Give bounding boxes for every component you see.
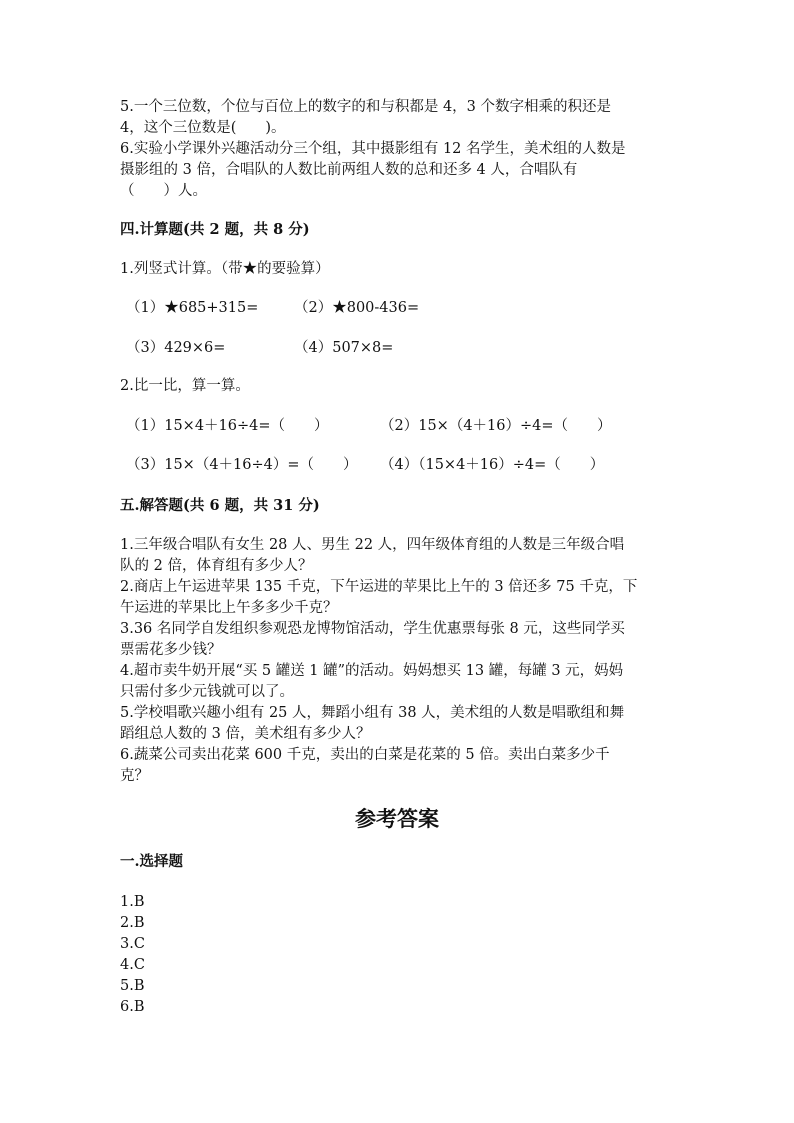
- word-problem-line: 3.36 名同学自发组织参观恐龙博物馆活动，学生优惠票每张 8 元，这些同学买: [120, 621, 625, 637]
- word-problem-line: 午运进的苹果比上午多多少千克？: [120, 600, 338, 616]
- calc-q1-item-3: （3）429×6=: [126, 340, 226, 356]
- answer-item: 6.B: [120, 999, 145, 1015]
- word-problem-line: 只需付多少元钱就可以了。: [120, 684, 294, 700]
- calc-q1-item-2: （2）★800-436=: [294, 300, 420, 316]
- word-problem-line: 4.超市卖牛奶开展“买 5 罐送 1 罐”的活动。妈妈想买 13 罐，每罐 3 元，妈妈: [120, 663, 624, 679]
- calc-q1-prompt: 1.列竖式计算。（带★的要验算）: [120, 261, 330, 277]
- answer-item: 5.B: [120, 978, 145, 994]
- word-problem-line: 2.商店上午运进苹果 135 千克，下午运进的苹果比上午的 3 倍还多 75 千克，下: [120, 579, 638, 595]
- question-6-line-3: （ ）人。: [120, 183, 207, 199]
- word-problem-line: 蹈组总人数的 3 倍，美术组有多少人？: [120, 726, 371, 742]
- section-5-heading: 五.解答题(共 6 题，共 31 分): [120, 497, 320, 514]
- calc-q2-item-1: （1）15×4＋16÷4=（ ）: [126, 418, 329, 434]
- word-problem-line: 克？: [120, 768, 149, 784]
- answers-title: 参考答案: [355, 806, 439, 831]
- word-problem-line: 队的 2 倍，体育组有多少人？: [120, 558, 313, 574]
- calc-q1-item-1: （1）★685+315=: [126, 300, 259, 316]
- word-problem-line: 6.蔬菜公司卖出花菜 600 千克，卖出的白菜是花菜的 5 倍。卖出白菜多少千: [120, 747, 610, 763]
- question-6-line-2: 摄影组的 3 倍，合唱队的人数比前两组人数的总和还多 4 人，合唱队有: [120, 162, 578, 178]
- section-4-heading: 四.计算题(共 2 题，共 8 分): [120, 221, 310, 238]
- answers-section-1-heading: 一.选择题: [120, 853, 184, 870]
- question-5-line-2: 4，这个三位数是( )。: [120, 120, 286, 136]
- answer-item: 4.C: [120, 957, 145, 973]
- answer-item: 3.C: [120, 936, 145, 952]
- calc-q2-item-3: （3）15×（4＋16÷4）=（ ）: [126, 457, 358, 473]
- calc-q2-item-4: （4）（15×4＋16）÷4=（ ）: [380, 457, 605, 473]
- word-problem-line: 1.三年级合唱队有女生 28 人、男生 22 人，四年级体育组的人数是三年级合唱: [120, 537, 625, 553]
- calc-q2-prompt: 2.比一比，算一算。: [120, 378, 250, 394]
- question-6-line-1: 6.实验小学课外兴趣活动分三个组，其中摄影组有 12 名学生，美术组的人数是: [120, 141, 626, 157]
- calc-q2-item-2: （2）15×（4＋16）÷4=（ ）: [380, 418, 612, 434]
- question-5-line-1: 5.一个三位数，个位与百位上的数字的和与积都是 4，3 个数字相乘的积还是: [120, 99, 612, 115]
- word-problem-line: 票需花多少钱？: [120, 642, 222, 658]
- answer-item: 2.B: [120, 915, 145, 931]
- word-problem-line: 5.学校唱歌兴趣小组有 25 人，舞蹈小组有 38 人，美术组的人数是唱歌组和舞: [120, 705, 625, 721]
- calc-q1-item-4: （4）507×8=: [294, 340, 394, 356]
- answer-item: 1.B: [120, 894, 145, 910]
